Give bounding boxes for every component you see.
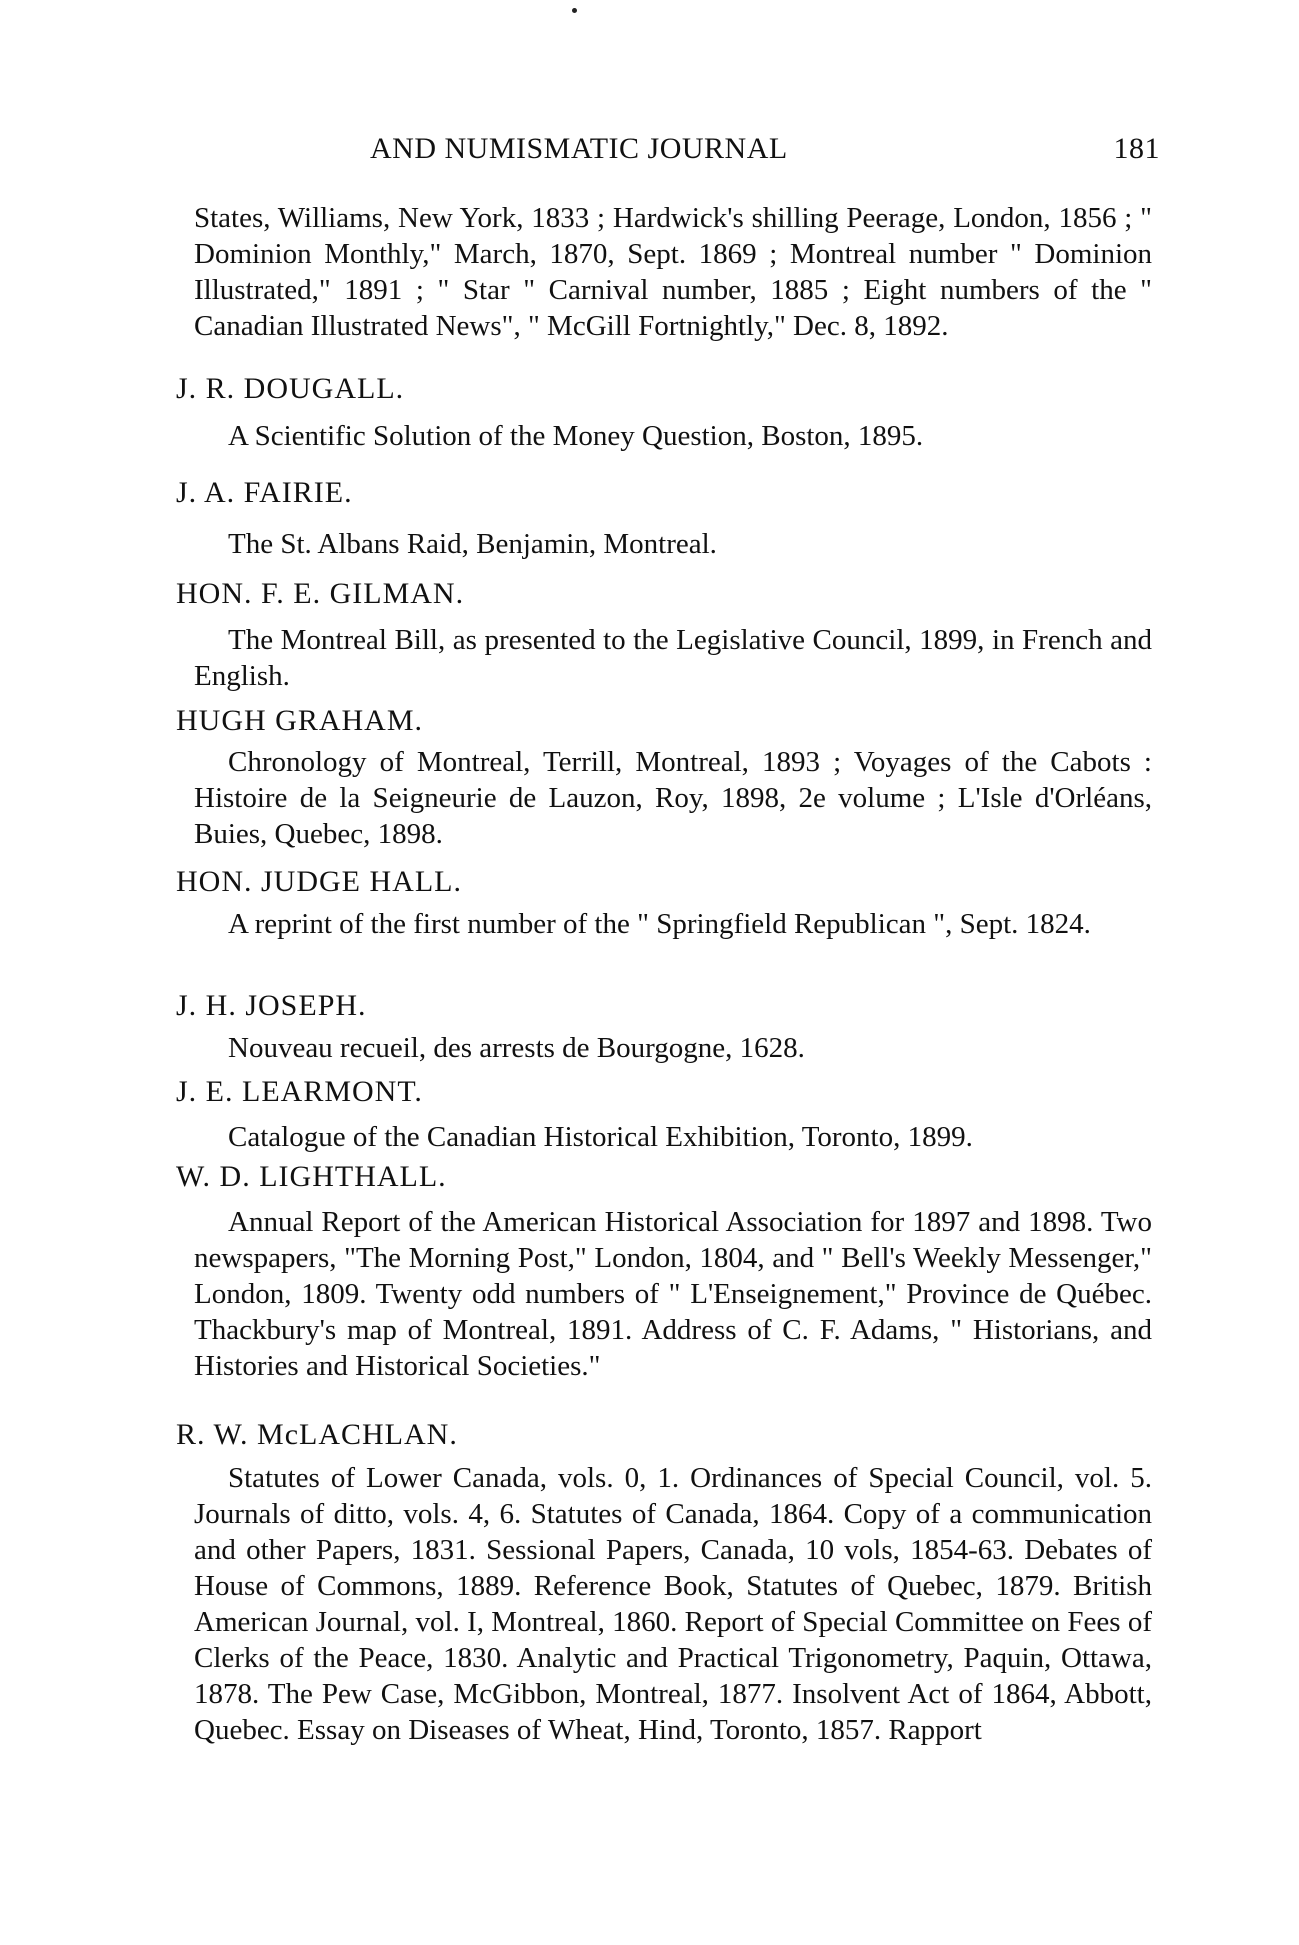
- entry-text-gilman: The Montreal Bill, as presented to the Legislative Council, 1899, in French and English.: [194, 624, 1152, 692]
- entry-text-mclachlan: Statutes of Lower Canada, vols. 0, 1. Ordinances of Special Council, vol. 5. Journals of ditto, vols. 4, 6. Statutes of Canada, 1864. Copy of a communication and other Papers, 1831. Sessional Papers, Canada, 10 vols, 1854-63. Debates of House of Commons, 1889. Reference Book, Statutes of Quebec, 1879. British American Journal, vol. I, Montreal, 1860. Report of Special Committee on Fees of Clerks of the Peace, 1830. Analytic and Practical Trigonometry, Paquin, Ottawa, 1878. The Pew Case, McGibbon, Montreal, 1877. Insolvent Act of 1864, Abbott, Quebec. Essay on Diseases of Wheat, Hind, Toronto, 1857. Rapport: [194, 1462, 1152, 1746]
- entry-name-mclachlan: R. W. McLACHLAN.: [176, 1418, 458, 1451]
- entry-name-dougall: J. R. DOUGALL.: [176, 372, 405, 405]
- entry-name-lighthall: W. D. LIGHTHALL.: [176, 1160, 447, 1193]
- entry-name-learmont: J. E. LEARMONT.: [176, 1075, 423, 1108]
- entry-text-joseph: Nouveau recueil, des arrests de Bourgogne, 1628.: [228, 1032, 805, 1064]
- speck-mark: [572, 8, 577, 13]
- running-title: AND NUMISMATIC JOURNAL: [370, 132, 788, 165]
- entry-text-lighthall: Annual Report of the American Historical Association for 1897 and 1898. Two newspapers, "The Morning Post," London, 1804, and " Bell's Weekly Messenger," London, 1809. Twenty odd numbers of " L'Enseignement," Province de Québec. Thackbury's map of Montreal, 1891. Address of C. F. Adams, " Historians, and Histories and Historical Societies.": [194, 1206, 1152, 1382]
- entry-text-learmont: Catalogue of the Canadian Historical Exhibition, Toronto, 1899.: [228, 1121, 973, 1153]
- entry-continuation-text: States, Williams, New York, 1833 ; Hardwick's shilling Peerage, London, 1856 ; " Dominion Monthly," March, 1870, Sept. 1869 ; Montreal number " Dominion Illustrated," 1891 ; " Star " Carnival number, 1885 ; Eight numbers of the " Canadian Illustrated News", " McGill Fortnightly," Dec. 8, 1892.: [194, 202, 1152, 342]
- entry-text-graham: Chronology of Montreal, Terrill, Montreal, 1893 ; Voyages of the Cabots : Histoire de la Seigneurie de Lauzon, Roy, 1898, 2e volume ; L'Isle d'Orléans, Buies, Quebec, 1898.: [194, 746, 1152, 850]
- entry-name-gilman: HON. F. E. GILMAN.: [176, 577, 465, 610]
- running-header: [200, 132, 1160, 172]
- entry-text-hall: A reprint of the first number of the " Springfield Republican ", Sept. 1824.: [228, 908, 1091, 940]
- entry-text-dougall: A Scientific Solution of the Money Question, Boston, 1895.: [228, 420, 924, 452]
- entry-name-fairie: J. A. FAIRIE.: [176, 476, 353, 509]
- page-number: 181: [1113, 132, 1160, 165]
- entry-name-joseph: J. H. JOSEPH.: [176, 989, 367, 1022]
- entry-name-hall: HON. JUDGE HALL.: [176, 865, 462, 898]
- entry-text-fairie: The St. Albans Raid, Benjamin, Montreal.: [228, 528, 717, 560]
- entry-name-graham: HUGH GRAHAM.: [176, 704, 424, 737]
